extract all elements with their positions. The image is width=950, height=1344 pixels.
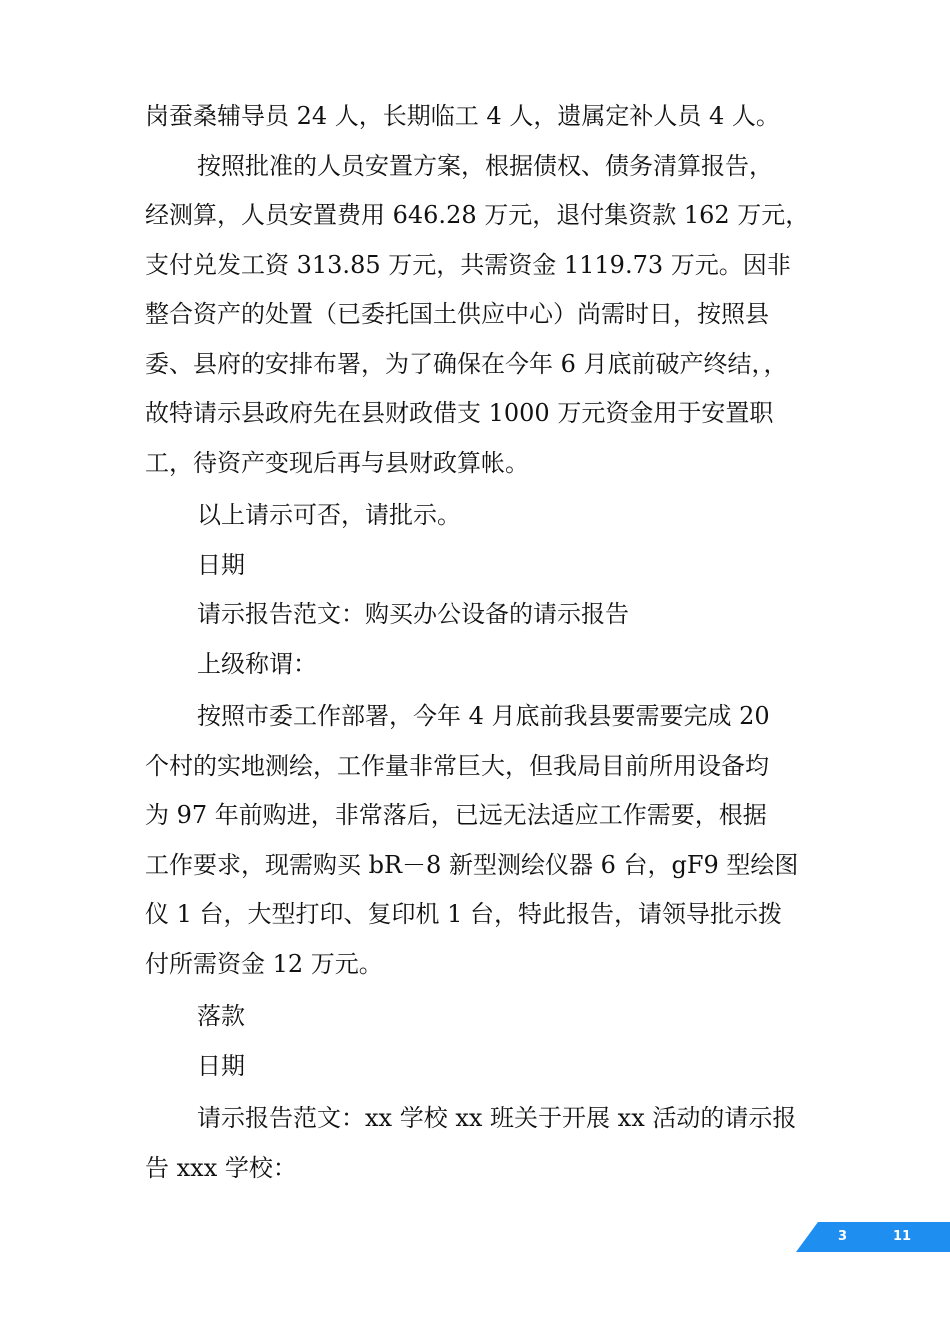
text-line: 支付兑发工资 313.85 万元，共需资金 1119.73 万元。因非	[145, 250, 791, 279]
text-line: 岗蚕桑辅导员 24 人，长期临工 4 人，遗属定补人员 4 人。	[145, 102, 780, 130]
text-line: 故特请示县政府先在县财政借支 1000 万元资金用于安置职	[145, 399, 774, 427]
page-number-band	[796, 1222, 950, 1252]
current-page-number: 3	[838, 1229, 848, 1244]
text-line: 个村的实地测绘，工作量非常巨大，但我局目前所用设备均	[145, 751, 769, 780]
document-body	[145, 92, 813, 1193]
text-line: 付所需资金 12 万元。	[145, 949, 383, 978]
text-line: 工，待资产变现后再与县财政算帐。	[145, 448, 529, 477]
salutation-line: 上级称谓：	[197, 649, 317, 678]
paragraph-start: 按照批准的人员安置方案，根据债权、债务清算报告，	[197, 151, 773, 180]
text-line: 工作要求，现需购买 bR－8 新型测绘仪器 6 台，gF9 型绘图	[145, 850, 799, 879]
text-line: 委、县府的安排布署，为了确保在今年 6 月底前破产终结，，	[145, 349, 788, 378]
date-line: 日期	[197, 550, 245, 579]
date-line: 日期	[197, 1051, 245, 1080]
text-line: 仪 1 台，大型打印、复印机 1 台，特此报告，请领导批示拨	[145, 900, 783, 928]
section-heading: 请示报告范文：购买办公设备的请示报告	[197, 600, 629, 628]
section-heading: 请示报告范文：xx 学校 xx 班关于开展 xx 活动的请示报	[197, 1104, 797, 1132]
signature-line: 落款	[197, 1002, 245, 1030]
closing-request-line: 以上请示可否，请批示。	[197, 501, 461, 529]
text-line: 经测算，人员安置费用 646.28 万元，退付集资款 162 万元，	[145, 201, 810, 229]
total-page-count: 11	[893, 1229, 912, 1244]
text-line: 为 97 年前购进，非常落后，已远无法适应工作需要，根据	[145, 801, 767, 829]
text-line: 告 xxx 学校：	[145, 1153, 297, 1182]
paragraph-start: 按照市委工作部署，今年 4 月底前我县要需要完成 20	[197, 702, 770, 730]
text-line: 整合资产的处置（已委托国土供应中心）尚需时日，按照县	[145, 300, 769, 328]
